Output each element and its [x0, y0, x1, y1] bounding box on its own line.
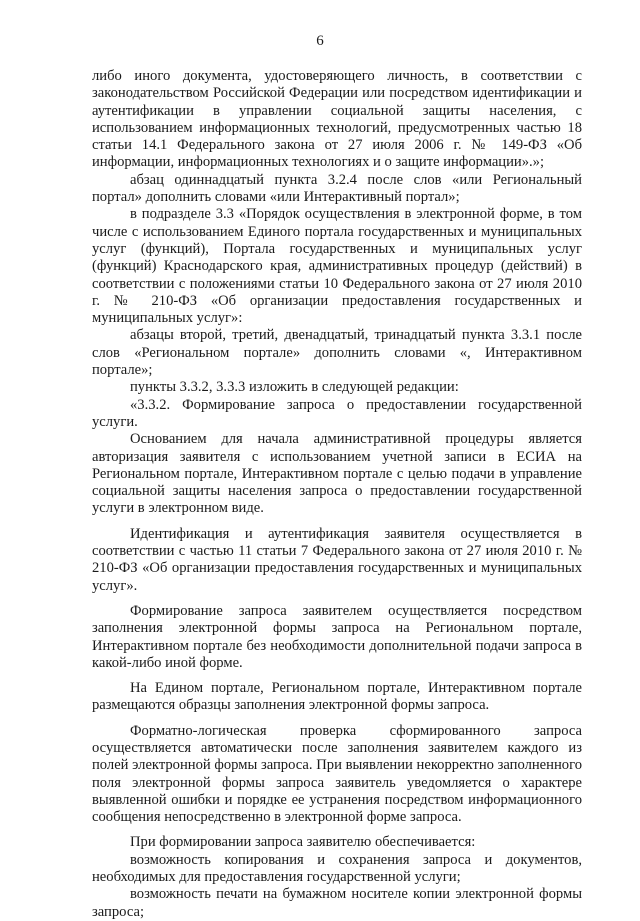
paragraph: При формировании запроса заявителю обеспечивается: — [130, 834, 476, 851]
paragraph: Формирование запроса заявителем осуществляется посредством заполнения электронной формы запроса на Региональном портале, Интерактивном портале без необходимости дополнительной подачи запроса в какой-либо иной форме. — [92, 602, 582, 671]
paragraph: абзацы второй, третий, двенадцатый, тринадцатый пункта 3.3.1 после слов «Региональном портале» дополнить словами «, Интерактивном портале»; — [92, 327, 582, 379]
paragraph: абзац одиннадцатый пункта 3.2.4 после слов «или Региональный портал» дополнить словами «или Интерактивный портал»; — [92, 171, 582, 206]
paragraph: «3.3.2. Формирование запроса о предоставлении государственной услуги. — [92, 396, 582, 430]
paragraph: возможность печати на бумажном носителе копии электронной формы запроса; — [92, 886, 582, 920]
paragraph: На Едином портале, Региональном портале, Интерактивном портале размещаются образцы заполнения электронной формы запроса. — [92, 680, 582, 714]
paragraph: в подразделе 3.3 «Порядок осуществления в электронной форме, в том числе с использованием Единого портала государственных и муниципальных услуг (функций), Портала государственных и муниципальных услуг (функций) Краснодарского края, административных процедур (действий) в соответствии с положениями статьи 10 Федерального закона от 27 июля 2010 г. № 210-ФЗ «Об организации предоставления государственных и муниципальных услуг»: — [92, 206, 582, 327]
paragraph: Форматно-логическая проверка сформированного запроса осуществляется автоматически после заполнения заявителем каждого из полей электронной формы запроса. При выявлении некорректно заполненного поля электронной формы запроса заявитель уведомляется о характере выявленной ошибки и порядке ее устранения посредством информационного сообщения непосредственно в электронной форме запроса. — [92, 722, 582, 826]
document-body — [92, 68, 582, 921]
paragraph: возможность копирования и сохранения запроса и документов, необходимых для предоставления государственной услуги; — [92, 851, 582, 886]
page-number: 6 — [316, 33, 324, 49]
paragraph: либо иного документа, удостоверяющего личность, в соответствии с законодательством Российской Федерации или посредством идентификации и аутентификации в управлении социальной защиты населения, с использованием информационных технологий, предусмотренных частью 18 статьи 14.1 Федерального закона от 27 июля 2006 г. № 149-ФЗ «Об информации, информационных технологиях и о защите информации».»; — [92, 68, 582, 171]
paragraph: Основанием для начала административной процедуры является авторизация заявителя с использованием учетной записи в ЕСИА на Региональном портале, Интерактивном портале с целью подачи в управление социальной защиты населения запроса о предоставлении государственной услуги в электронном виде. — [92, 431, 582, 517]
paragraph: Идентификация и аутентификация заявителя осуществляется в соответствии с частью 11 статьи 7 Федерального закона от 27 июля 2010 г. № 210-ФЗ «Об организации предоставления государственных и муниципальных услуг». — [92, 525, 582, 594]
paragraph: пункты 3.3.2, 3.3.3 изложить в следующей редакции: — [130, 379, 459, 396]
